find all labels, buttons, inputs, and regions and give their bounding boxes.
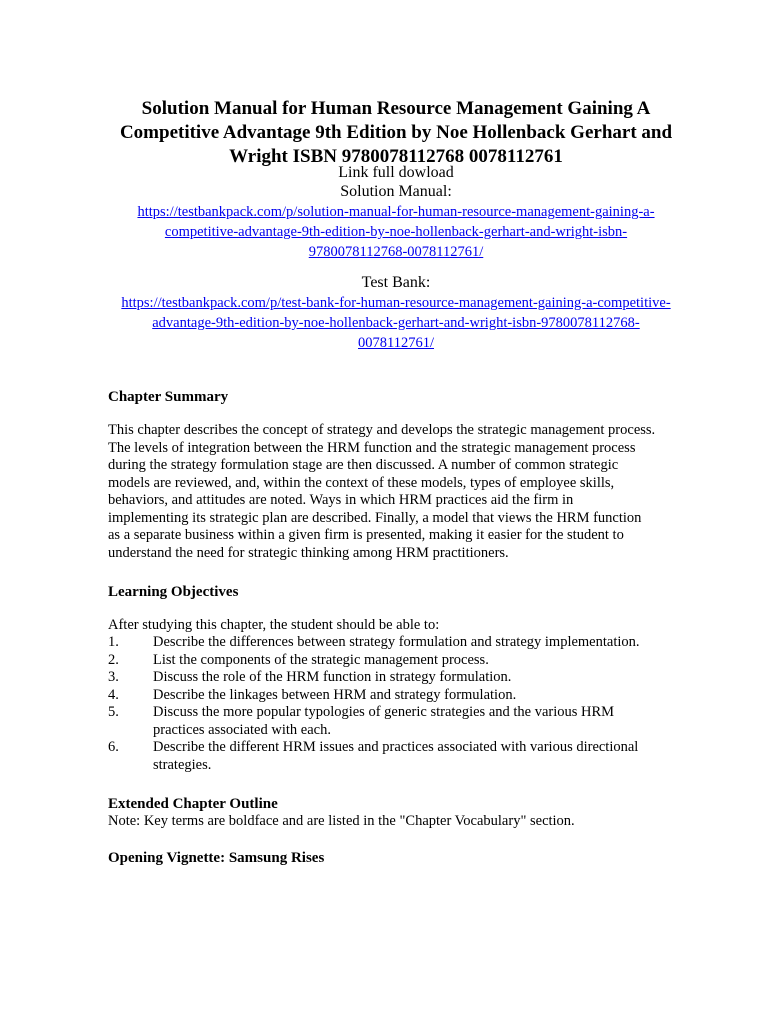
list-item-number: 1.	[108, 634, 119, 650]
paragraph-line: during the strategy formulation stage are then discussed. A number of common strategic	[108, 457, 619, 473]
chapter-summary-paragraph	[108, 422, 655, 562]
paragraph-line: This chapter describes the concept of strategy and develops the strategic management process.	[108, 422, 656, 438]
list-item-number: 3.	[108, 669, 119, 685]
opening-vignette-heading: Opening Vignette: Samsung Rises	[108, 850, 325, 866]
learning-objectives-intro: After studying this chapter, the student should be able to:	[108, 617, 440, 633]
paragraph-line: implementing its strategic plan are described. Finally, a model that views the HRM function	[108, 509, 642, 526]
test-bank-label: Test Bank:	[361, 274, 431, 291]
chapter-summary-heading: Chapter Summary	[108, 389, 229, 405]
solution-manual-label: Solution Manual:	[340, 183, 452, 200]
paragraph-line: understand the need for strategic thinking among HRM practitioners.	[108, 544, 509, 561]
learning-objectives-list	[108, 634, 684, 774]
list-item	[108, 669, 684, 687]
list-item-line: Describe the linkages between HRM and strategy formulation.	[153, 686, 517, 703]
link-line: https://testbankpack.com/p/solution-manual-for-human-resource-management-gaining-a-	[137, 204, 655, 220]
list-item-number: 5.	[108, 704, 119, 720]
test-bank-link[interactable]	[108, 293, 684, 353]
list-item	[108, 634, 684, 652]
document-title	[108, 97, 684, 169]
extended-outline-heading: Extended Chapter Outline	[108, 796, 278, 812]
title-line: Solution Manual for Human Resource Management Gaining A	[141, 98, 651, 119]
solution-manual-link[interactable]	[108, 202, 684, 262]
link-line: competitive-advantage-9th-edition-by-noe-hollenback-gerhart-and-wright-isbn-	[164, 224, 628, 240]
list-item-number: 6.	[108, 739, 119, 755]
learning-objectives-heading: Learning Objectives	[108, 584, 239, 600]
link-line: 9780078112768-0078112761/	[308, 244, 484, 260]
link-line: 0078112761/	[358, 335, 434, 351]
list-item-line: practices associated with each.	[153, 721, 331, 738]
paragraph-line: as a separate business within a given firm is presented, making it easier for the student to	[108, 527, 624, 543]
link-line: https://testbankpack.com/p/test-bank-for-human-resource-management-gaining-a-competitive-	[121, 295, 671, 311]
list-item	[108, 652, 684, 670]
list-item-line: Discuss the more popular typologies of generic strategies and the various HRM	[153, 704, 615, 720]
paragraph-line: The levels of integration between the HRM function and the strategic management process	[108, 439, 636, 456]
list-item-number: 4.	[108, 686, 119, 703]
link-full-label: Link full dowload	[338, 164, 454, 181]
list-item-line: Describe the different HRM issues and practices associated with various directional	[153, 739, 639, 755]
list-item	[108, 739, 684, 774]
paragraph-line: models are reviewed, and, within the context of these models, types of employee skills,	[108, 474, 615, 491]
test-bank-link-block	[108, 293, 684, 353]
list-item-text	[153, 652, 489, 670]
list-item-line: Describe the differences between strategy formulation and strategy implementation.	[153, 634, 640, 650]
list-item-text	[153, 669, 511, 687]
list-item-text	[153, 739, 638, 774]
list-item-line: strategies.	[153, 756, 212, 773]
list-item-number: 2.	[108, 651, 119, 668]
link-line: advantage-9th-edition-by-noe-hollenback-gerhart-and-wright-isbn-9780078112768-	[152, 315, 640, 331]
list-item-text	[153, 634, 640, 652]
list-item-text	[153, 687, 516, 705]
list-item	[108, 687, 684, 705]
paragraph-line: behaviors, and attitudes are noted. Ways in which HRM practices aid the firm in	[108, 492, 574, 508]
list-item-line: List the components of the strategic management process.	[153, 651, 489, 668]
solution-manual-link-block	[108, 202, 684, 262]
title-line: Competitive Advantage 9th Edition by Noe Hollenback Gerhart and	[119, 122, 673, 143]
list-item-line: Discuss the role of the HRM function in strategy formulation.	[153, 669, 512, 685]
list-item-text	[153, 704, 614, 739]
title-line: Wright ISBN 9780078112768 0078112761	[229, 146, 563, 167]
list-item	[108, 704, 684, 739]
extended-outline-note: Note: Key terms are boldface and are listed in the "Chapter Vocabulary" section.	[108, 813, 575, 829]
